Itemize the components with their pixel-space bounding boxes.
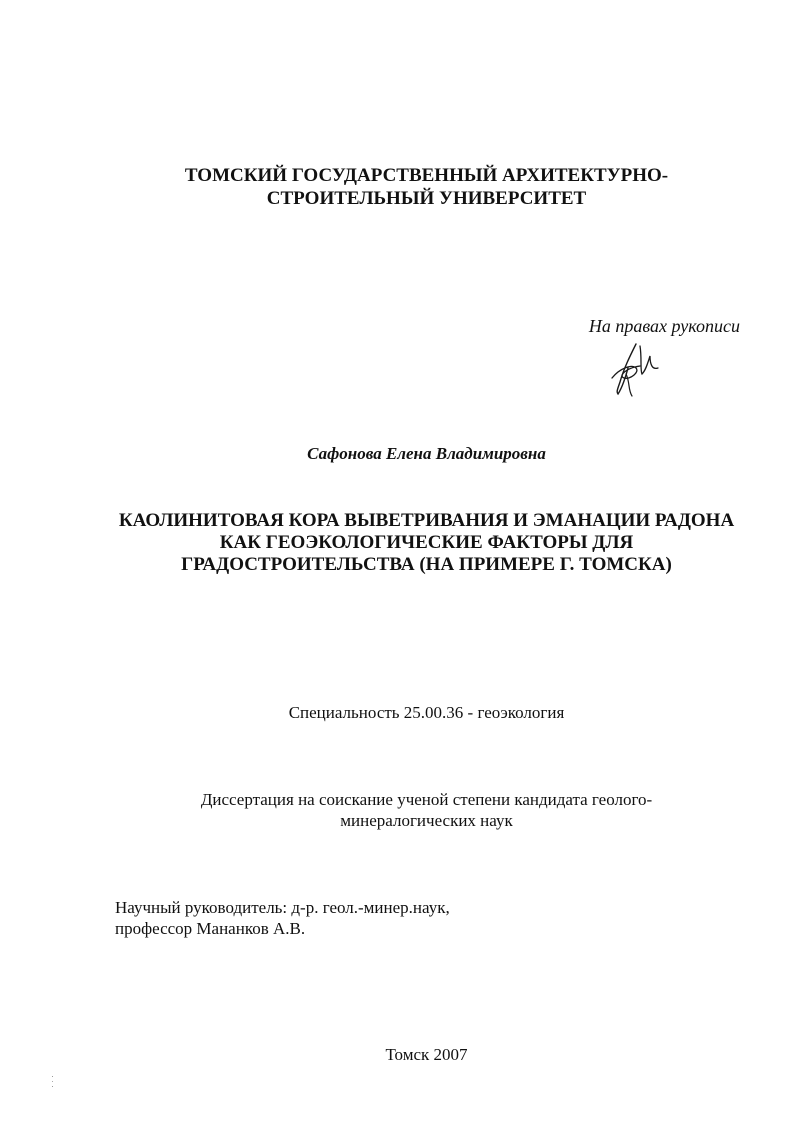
university-name-line-2: СТРОИТЕЛЬНЫЙ УНИВЕРСИТЕТ [266, 188, 587, 209]
author-name: Сафонова Елена Владимировна [307, 444, 546, 463]
signature-icon [606, 338, 662, 398]
city-year: Томск 2007 [385, 1045, 468, 1064]
degree-statement-line-1: Диссертация на соискание ученой степени кандидата геолого- [200, 790, 653, 809]
specialty: Специальность 25.00.36 - геоэкология [288, 703, 565, 722]
degree-statement-line-2: минералогических наук [340, 811, 513, 830]
dissertation-title-line-3: ГРАДОСТРОИТЕЛЬСТВА (НА ПРИМЕРЕ Г. ТОМСКА) [181, 554, 672, 575]
scan-speck-decoration [52, 1076, 54, 1088]
dissertation-title-line-1: КАОЛИНИТОВАЯ КОРА ВЫВЕТРИВАНИЯ И ЭМАНАЦИИ РАДОНА [118, 510, 735, 531]
dissertation-title-line-2: КАК ГЕОЭКОЛОГИЧЕСКИЕ ФАКТОРЫ ДЛЯ [219, 532, 634, 553]
supervisor-line-1: Научный руководитель: д-р. геол.-минер.наук, [115, 898, 450, 917]
university-name-line-1: ТОМСКИЙ ГОСУДАРСТВЕННЫЙ АРХИТЕКТУРНО- [184, 165, 669, 186]
supervisor-line-2: профессор Мананков А.В. [115, 919, 306, 938]
rights-note: На правах рукописи [588, 316, 740, 336]
